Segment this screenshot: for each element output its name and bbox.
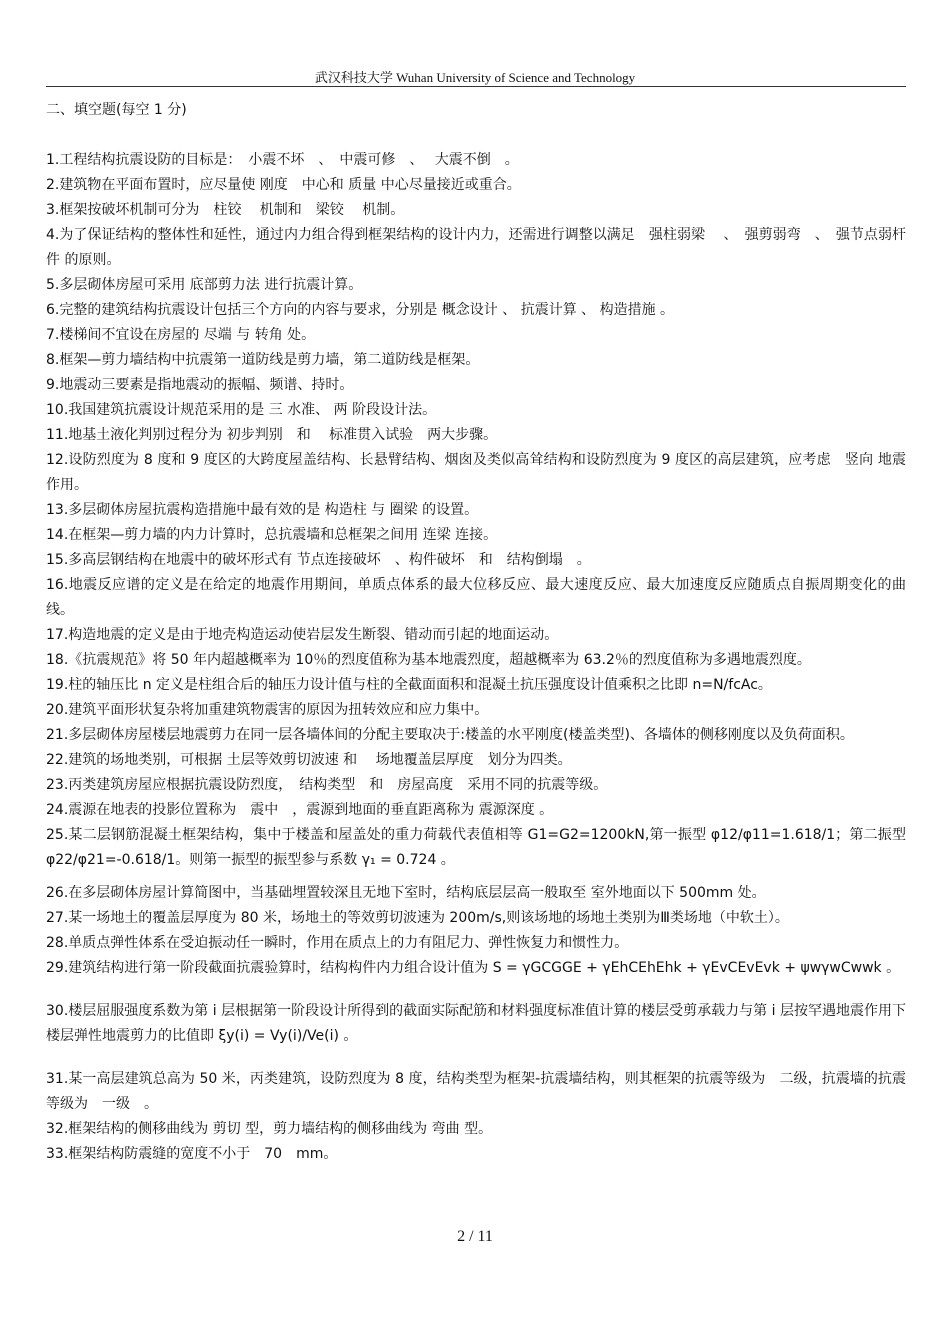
question-item: 5.多层砌体房屋可采用 底部剪力法 进行抗震计算。	[46, 277, 363, 293]
question-item: 25.某二层钢筋混凝土框架结构，集中于楼盖和屋盖处的重力荷载代表值相等 G1=G2=1200kN,第一振型 φ12/φ11=1.618/1；第二振型 φ22/φ21=-0.618/1。则第一振型的振型参与系数 γ₁ = 0.724 。	[46, 827, 906, 868]
question-item: 15.多高层钢结构在地震中的破坏形式有 节点连接破坏 、构件破坏 和 结构倒塌 。	[46, 552, 591, 568]
question-item: 30.楼层屈服强度系数为第 i 层根据第一阶段设计所得到的截面实际配筋和材料强度标准值计算的楼层受剪承载力与第 i 层按罕遇地震作用下楼层弹性地震剪力的比值即 ξy(i) = Vy(i)/Ve(i) 。	[46, 1003, 906, 1044]
question-list	[46, 148, 906, 1167]
question-item: 28.单质点弹性体系在受迫振动任一瞬时，作用在质点上的力有阻尼力、弹性恢复力和惯性力。	[46, 935, 629, 951]
question-item: 13.多层砌体房屋抗震构造措施中最有效的是 构造柱 与 圈梁 的设置。	[46, 502, 479, 518]
question-item: 21.多层砌体房屋楼层地震剪力在同一层各墙体间的分配主要取决于:楼盖的水平刚度(楼盖类型)、各墙体的侧移刚度以及负荷面积。	[46, 727, 854, 743]
question-item: 11.地基土液化判别过程分为 初步判别 和 标准贯入试验 两大步骤。	[46, 427, 498, 443]
question-item: 17.构造地震的定义是由于地壳构造运动使岩层发生断裂、错动而引起的地面运动。	[46, 627, 559, 643]
question-item: 12.设防烈度为 8 度和 9 度区的大跨度屋盖结构、长悬臂结构、烟囱及类似高耸结构和设防烈度为 9 度区的高层建筑，应考虑 竖向 地震作用。	[46, 452, 906, 493]
question-item: 22.建筑的场地类别，可根据 土层等效剪切波速 和 场地覆盖层厚度 划分为四类。	[46, 752, 572, 768]
question-item: 20.建筑平面形状复杂将加重建筑物震害的原因为扭转效应和应力集中。	[46, 702, 489, 718]
page-header: 武汉科技大学 Wuhan University of Science and Technology	[314, 70, 636, 85]
question-item: 9.地震动三要素是指地震动的振幅、频谱、持时。	[46, 377, 354, 393]
section-title: 二、填空题(每空 1 分)	[46, 102, 187, 118]
header-rule	[46, 86, 906, 87]
question-item: 6.完整的建筑结构抗震设计包括三个方向的内容与要求，分别是 概念设计 、 抗震计算 、 构造措施 。	[46, 302, 675, 318]
question-item: 26.在多层砌体房屋计算简图中，当基础埋置较深且无地下室时，结构底层层高一般取至 室外地面以下 500mm 处。	[46, 885, 766, 901]
question-item: 23.丙类建筑房屋应根据抗震设防烈度， 结构类型 和 房屋高度 采用不同的抗震等级。	[46, 777, 608, 793]
question-item: 1.工程结构抗震设防的目标是： 小震不坏 、 中震可修 、 大震不倒 。	[46, 152, 519, 168]
question-item: 7.楼梯间不宜设在房屋的 尽端 与 转角 处。	[46, 327, 316, 343]
question-item: 4.为了保证结构的整体性和延性，通过内力组合得到框架结构的设计内力，还需进行调整以满足 强柱弱梁 、 强剪弱弯 、 强节点弱杆件 的原则。	[46, 227, 906, 268]
question-item: 24.震源在地表的投影位置称为 震中 ，震源到地面的垂直距离称为 震源深度 。	[46, 802, 554, 818]
question-item: 18.《抗震规范》将 50 年内超越概率为 10％的烈度值称为基本地震烈度，超越概率为 63.2％的烈度值称为多遇地震烈度。	[46, 652, 811, 668]
page-number: 2 / 11	[457, 1228, 493, 1245]
question-item: 10.我国建筑抗震设计规范采用的是 三 水准、 两 阶段设计法。	[46, 402, 437, 418]
question-item: 14.在框架—剪力墙的内力计算时，总抗震墙和总框架之间用 连梁 连接。	[46, 527, 498, 543]
question-item: 8.框架—剪力墙结构中抗震第一道防线是剪力墙，第二道防线是框架。	[46, 352, 480, 368]
question-item: 2.建筑物在平面布置时，应尽量使 刚度 中心和 质量 中心尽量接近或重合。	[46, 177, 521, 193]
question-item: 16.地震反应谱的定义是在给定的地震作用期间，单质点体系的最大位移反应、最大速度反应、最大加速度反应随质点自振周期变化的曲线。	[46, 577, 906, 618]
question-item: 33.框架结构防震缝的宽度不小于 70 mm。	[46, 1146, 338, 1162]
question-item: 29.建筑结构进行第一阶段截面抗震验算时，结构构件内力组合设计值为 S = γGCGGE + γEhCEhEhk + γEvCEvEvk + ψwγwCwwk 。	[46, 960, 901, 976]
question-item: 3.框架按破坏机制可分为 柱铰 机制和 梁铰 机制。	[46, 202, 405, 218]
question-item: 19.柱的轴压比 n 定义是柱组合后的轴压力设计值与柱的全截面面积和混凝土抗压强度设计值乘积之比即 n=N/fcAc。	[46, 677, 772, 693]
question-item: 32.框架结构的侧移曲线为 剪切 型，剪力墙结构的侧移曲线为 弯曲 型。	[46, 1121, 493, 1137]
question-item: 31.某一高层建筑总高为 50 米，丙类建筑，设防烈度为 8 度，结构类型为框架-抗震墙结构，则其框架的抗震等级为 二级，抗震墙的抗震等级为 一级 。	[46, 1071, 906, 1112]
question-item: 27.某一场地土的覆盖层厚度为 80 米，场地土的等效剪切波速为 200m/s,则该场地的场地土类别为Ⅲ类场地（中软土）。	[46, 910, 789, 926]
